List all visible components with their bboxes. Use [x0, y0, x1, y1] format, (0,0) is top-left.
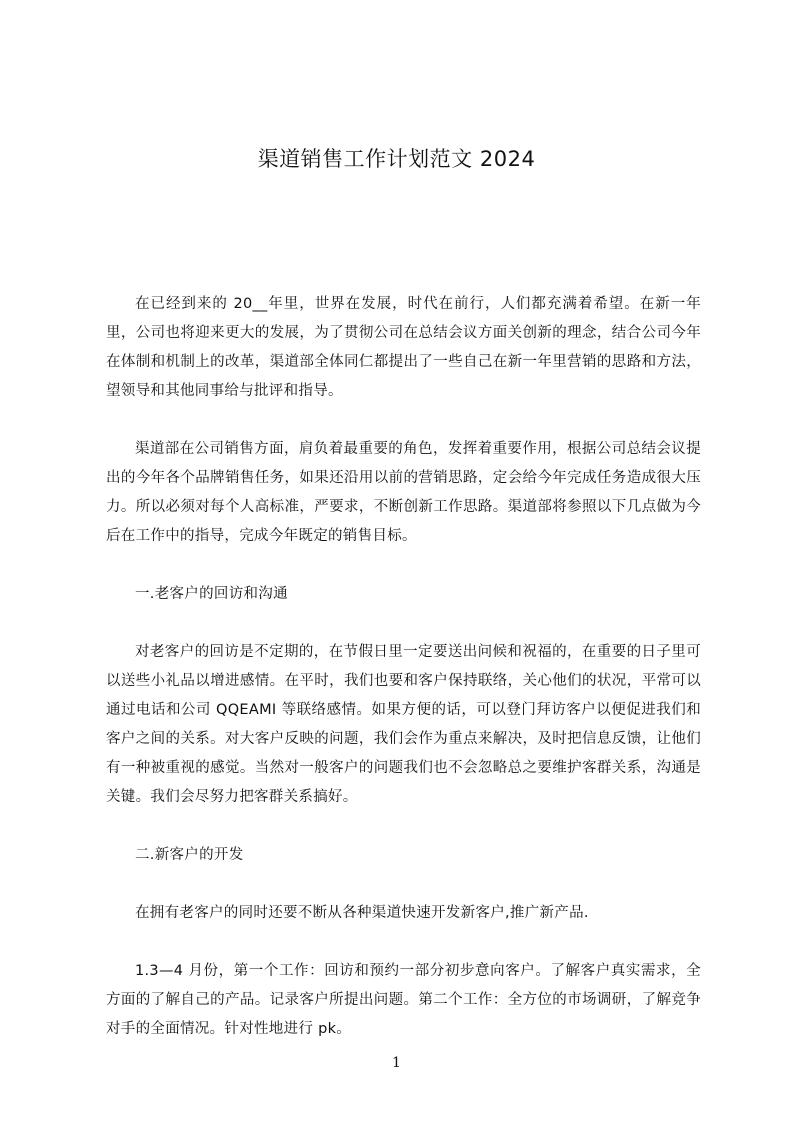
- old-clients-paragraph: 对老客户的回访是不定期的，在节假日里一定要送出问候和祝福的，在重要的日子里可以送些小礼品以增进感情。在平时，我们也要和客户保持联络，关心他们的状况，平常可以通过电话和公司 QQEAMI 等联络感情。如果方便的话，可以登门拜访客户以便促进我们和客户之间的关系。对大客户反映的问题，我们会作为重点来解决，及时把信息反馈，让他们有一种被重视的感觉。当然对一般客户的问题我们也不会忽略总之要维护客群关系，沟通是关键。我们会尽努力把客群关系搞好。: [106, 644, 701, 805]
- role-paragraph: 渠道部在公司销售方面，肩负着最重要的角色，发挥着重要作用，根据公司总结会议提出的今年各个品牌销售任务，如果还沿用以前的营销思路，定会给今年完成任务造成很大压力。所以必须对每个人高标准，严要求，不断创新工作思路。渠道部将参照以下几点做为今后在工作中的指导，完成今年既定的销售目标。: [106, 441, 701, 544]
- schedule-paragraph: 1.3—4 月份，第一个工作：回访和预约一部分初步意向客户。了解客户真实需求，全方面的了解自己的产品。记录客户所提出问题。第二个工作：全方位的市场调研，了解竞争对手的全面情况。针对性地进行 pk。: [106, 963, 701, 1037]
- section-heading-new-clients: 二.新客户的开发: [135, 847, 244, 863]
- section-heading-old-clients: 一.老客户的回访和沟通: [135, 586, 288, 602]
- document-body: [106, 290, 701, 1044]
- intro-paragraph: 在已经到来的 20__年里，世界在发展，时代在前行，人们都充满着希望。在新一年里，公司也将迎来更大的发展，为了贯彻公司在总结会议方面关创新的理念，结合公司今年在体制和机制上的改革，渠道部全体同仁都提出了一些自己在新一年里营销的思路和方法，望领导和其他同事给与批评和指导。: [106, 296, 701, 399]
- page-number: 1: [392, 1055, 401, 1071]
- document-title: 渠道销售工作计划范文 2024: [257, 147, 536, 171]
- new-clients-paragraph: 在拥有老客户的同时还要不断从各种渠道快速开发新客户,推广新产品.: [135, 905, 589, 921]
